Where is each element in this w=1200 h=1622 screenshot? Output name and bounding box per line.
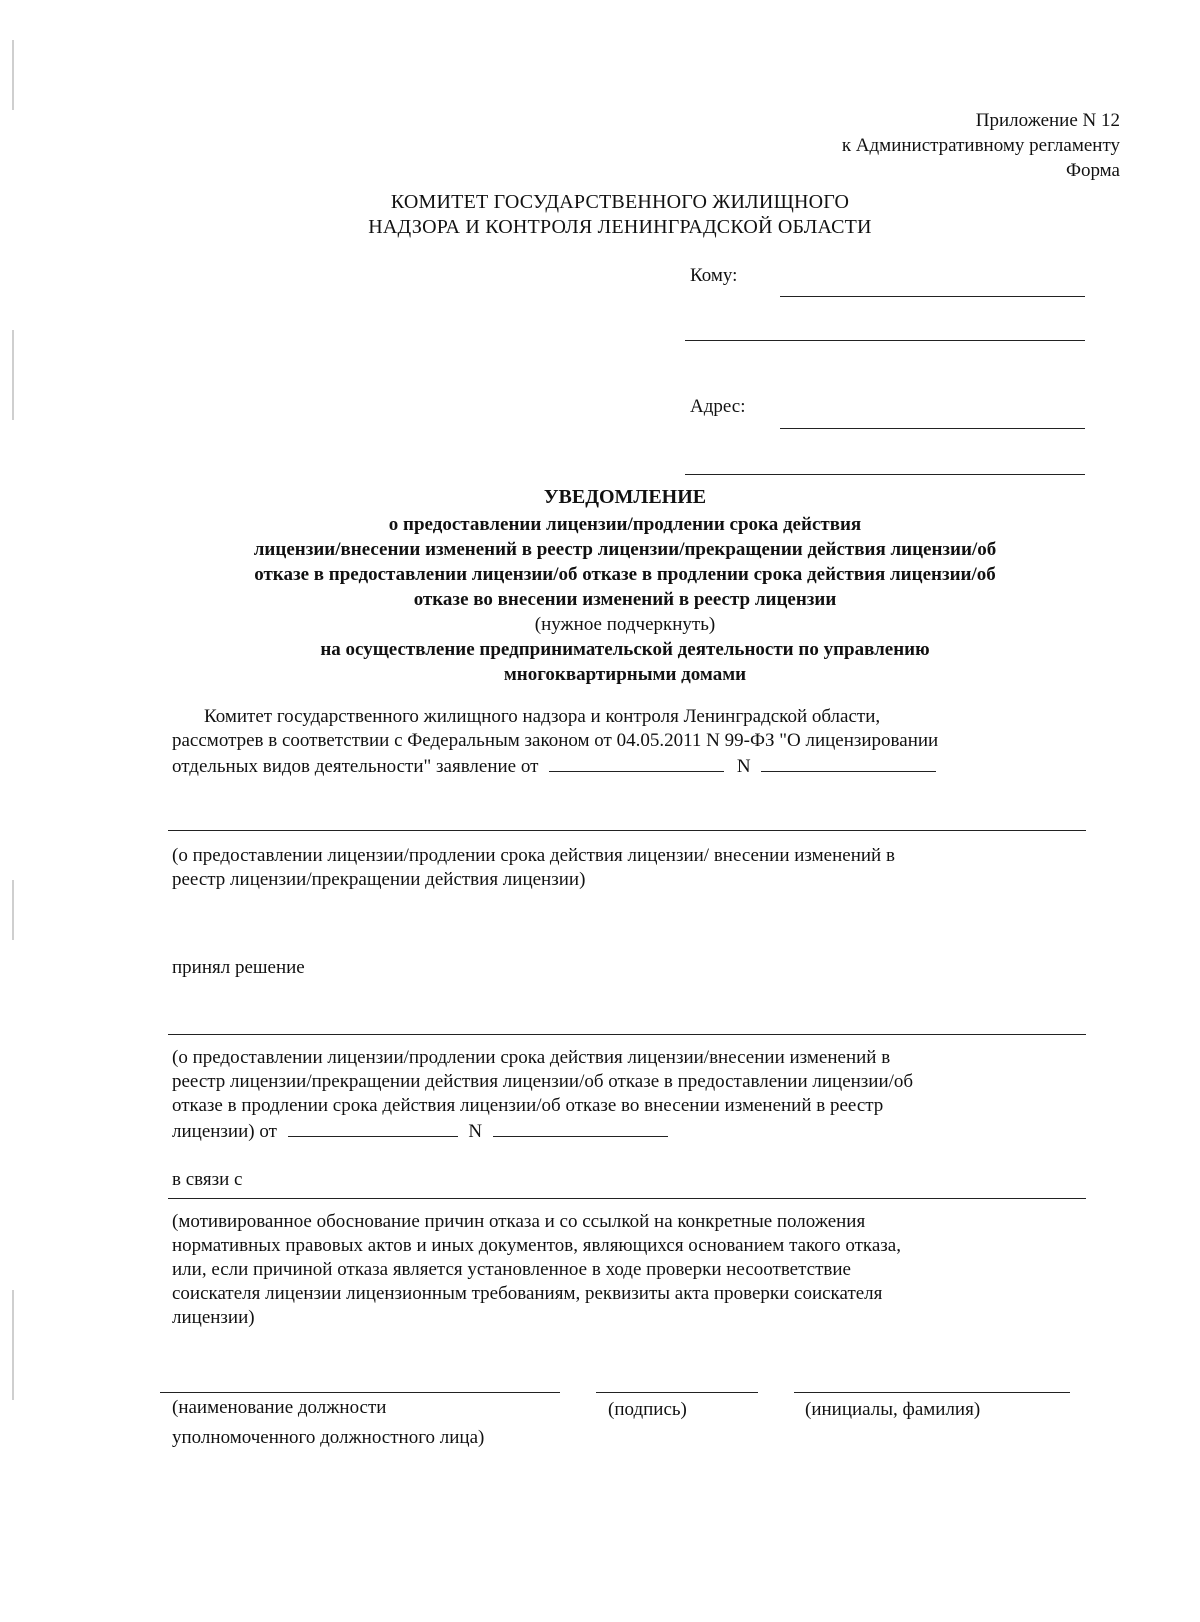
decision-hint-text-4: лицензии) от: [172, 1121, 277, 1142]
to-field-line-1[interactable]: [780, 296, 1085, 297]
intro-line-2: [172, 729, 1082, 753]
decision-hint-line-4: [172, 1118, 668, 1144]
decision-label: принял решение: [172, 957, 305, 978]
appendix-form: Форма: [1065, 160, 1120, 181]
address-field-line-2[interactable]: [685, 474, 1085, 475]
position-caption-2: уполномоченного должностного лица): [172, 1427, 485, 1448]
intro-line-1: [172, 705, 1082, 729]
notice-subtitle-4: отказе во внесении изменений в реестр лицензии: [413, 589, 837, 610]
reason-hint-text-4: соискателя лицензии лицензионным требованиям, реквизиты акта проверки соискателя: [172, 1283, 883, 1304]
reason-hint-line-5: лицензии): [172, 1307, 255, 1328]
position-caption-1: (наименование должности: [172, 1397, 387, 1418]
to-label: Кому:: [690, 265, 738, 286]
decision-hint-text-3: отказе в продлении срока действия лицензии/об отказе во внесении изменений в реестр: [172, 1095, 884, 1116]
application-number-field[interactable]: [761, 753, 936, 772]
committee-header: [270, 190, 970, 240]
applicant-name-line[interactable]: [168, 830, 1086, 831]
notice-activity-1: на осуществление предпринимательской деятельности по управлению: [320, 639, 930, 660]
application-date-field[interactable]: [549, 753, 724, 772]
decision-hint-text-1: (о предоставлении лицензии/продлении срока действия лицензии/внесении изменений в: [172, 1047, 891, 1068]
decision-date-field[interactable]: [288, 1118, 458, 1137]
name-signature-line[interactable]: [794, 1392, 1070, 1393]
decision-hint-text-2: реестр лицензии/прекращении действия лицензии/об отказе в предоставлении лицензии/об: [172, 1071, 914, 1092]
application-hint-text-1: (о предоставлении лицензии/продлении срока действия лицензии/ внесении изменений в: [172, 845, 895, 866]
appendix-number: Приложение N 12: [975, 110, 1120, 131]
name-caption: (инициалы, фамилия): [805, 1399, 981, 1420]
decision-number-label: N: [468, 1121, 483, 1142]
reason-hint-text-1: (мотивированное обоснование причин отказа и со ссылкой на конкретные положения: [172, 1211, 866, 1232]
reason-hint-line-3: [172, 1258, 1082, 1282]
decision-number-field[interactable]: [493, 1118, 668, 1137]
decision-field-line[interactable]: [168, 1034, 1086, 1035]
appendix-block: [842, 108, 1120, 183]
notice-title: УВЕДОМЛЕНИЕ: [543, 486, 707, 508]
notice-subtitle-3: отказе в предоставлении лицензии/об отказе в продлении срока действия лицензии/об: [254, 564, 996, 585]
to-field-line-2[interactable]: [685, 340, 1085, 341]
reason-label: в связи с: [172, 1169, 243, 1190]
application-hint-line-2: реестр лицензии/прекращении действия лицензии): [172, 869, 586, 890]
decision-hint-line-3: [172, 1094, 1082, 1118]
signature-line[interactable]: [596, 1392, 758, 1393]
notice-activity-2: многоквартирными домами: [503, 664, 747, 685]
scan-edge-mark: [12, 1290, 14, 1400]
address-label: Адрес:: [690, 396, 746, 417]
decision-hint-line-2: [172, 1070, 1082, 1094]
scan-edge-mark: [12, 880, 14, 940]
reason-field-line[interactable]: [168, 1198, 1086, 1199]
appendix-regulation: к Административному регламенту: [841, 135, 1120, 156]
decision-hint-line-1: [172, 1046, 1082, 1070]
committee-line-2: НАДЗОРА И КОНТРОЛЯ ЛЕНИНГРАДСКОЙ ОБЛАСТИ: [368, 216, 872, 238]
reason-hint-line-4: [172, 1282, 1082, 1306]
intro-text-3: отдельных видов деятельности" заявление от: [172, 756, 539, 777]
intro-line-3: [172, 753, 936, 779]
address-field-line-1[interactable]: [780, 428, 1085, 429]
scan-edge-mark: [12, 330, 14, 420]
reason-hint-text-3: или, если причиной отказа является установленное в ходе проверки несоответствие: [172, 1259, 851, 1280]
signature-caption: (подпись): [608, 1399, 687, 1420]
application-number-label: N: [736, 756, 751, 777]
application-hint-line-1: [172, 844, 1082, 868]
intro-text-2: рассмотрев в соответствии с Федеральным законом от 04.05.2011 N 99-ФЗ "О лицензировании: [172, 730, 939, 751]
committee-line-1: КОМИТЕТ ГОСУДАРСТВЕННОГО ЖИЛИЩНОГО: [390, 191, 850, 213]
scan-edge-mark: [12, 40, 14, 110]
underline-hint: (нужное подчеркнуть): [534, 614, 716, 635]
reason-hint-line-1: [172, 1210, 1082, 1234]
position-signature-line[interactable]: [160, 1392, 560, 1393]
reason-hint-line-2: [172, 1234, 1082, 1258]
reason-hint-text-2: нормативных правовых актов и иных документов, являющихся основанием такого отказа,: [172, 1235, 901, 1256]
notice-subtitle-2: лицензии/внесении изменений в реестр лицензии/прекращении действия лицензии/об: [253, 539, 997, 560]
intro-text-1: Комитет государственного жилищного надзора и контроля Ленинградской области,: [204, 706, 881, 727]
notice-subtitle-1: о предоставлении лицензии/продлении срока действия: [388, 514, 862, 535]
